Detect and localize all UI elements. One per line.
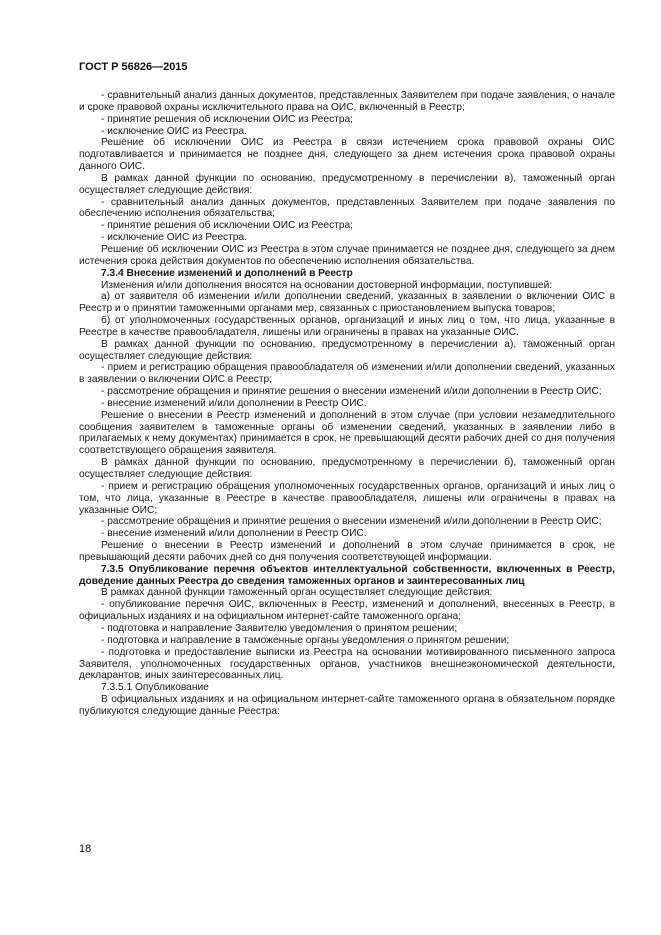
- paragraph: В рамках данной функции таможенный орган осуществляет следующие действия:: [101, 587, 493, 599]
- section-heading: 7.3.4 Внесение изменений и дополнений в Реестр: [101, 267, 353, 279]
- list-item: - сравнительный анализ данных документов, представленных Заявителем при подаче заявления, о начале и сроке правовой охраны исключительного права на ОИС, включенный в Реестр;: [79, 90, 615, 113]
- section-heading: 7.3.5 Опубликование перечня объектов интеллектуальной собственности, включенных в Реестр, доведение данных Реестра до сведения таможенных органов и заинтересованных лиц: [79, 563, 615, 587]
- list-item: - исключение ОИС из Реестра.: [101, 232, 247, 244]
- list-item: - подготовка и направление Заявителю уведомления о принятом решении;: [101, 622, 458, 634]
- list-item: - рассмотрение обращения и принятие решения о внесении изменений и/или дополнении в Реестр ОИС;: [101, 516, 602, 528]
- list-item: - подготовка и предоставление выписки из Реестра на основании мотивированного письменного запроса Заявителя, уполномоченных государственных органов, участников внешнеэкономической деятельности, декларантов, иных заинтересованных лиц.: [79, 646, 615, 682]
- list-item: - рассмотрение обращения и принятие решения о внесении изменений и/или дополнении в Реестр ОИС;: [101, 386, 602, 398]
- paragraph: Решение об исключении ОИС из Реестра в этом случае принимается не позднее дня, следующего за днем истечения срока действия документов по обеспечению исполнения обязательства.: [79, 243, 615, 267]
- paragraph: Решение об исключении ОИС из Реестра в связи истечением срока правовой охраны ОИС подготавливается и принимается не позднее дня, следующего за днем истечения срока правовой охраны данного ОИС.: [79, 137, 615, 173]
- paragraph: 7.3.5.1 Опубликование: [101, 682, 209, 694]
- list-item: - подготовка и направление в таможенные органы уведомления о принятом решении;: [101, 634, 510, 646]
- list-item: - внесение изменений и/или дополнении в Реестр ОИС.: [101, 528, 367, 540]
- page-number: 18: [79, 843, 92, 855]
- paragraph: В рамках данной функции по основанию, предусмотренному в перечислении а), таможенный орган осуществляет следующие действия:: [79, 338, 615, 362]
- list-item: - принятие решения об исключении ОИС из Реестра;: [101, 113, 354, 125]
- document-body: [79, 90, 615, 718]
- list-item: - внесение изменений и/или дополнении в Реестр ОИС.: [101, 397, 367, 409]
- paragraph: В рамках данной функции по основанию, предусмотренному в перечислении б), таможенный орган осуществляет следующие действия:: [79, 457, 615, 480]
- list-item: - опубликование перечня ОИС, включенных в Реестр, изменений и дополнений, внесенных в Реестр, в официальных изданиях и на официальном интернет-сайте таможенного органа;: [79, 599, 615, 623]
- list-item: - принятие решения об исключении ОИС из Реестра;: [101, 220, 354, 232]
- list-item: - исключение ОИС из Реестра.: [101, 125, 247, 137]
- paragraph: а) от заявителя об изменении и/или дополнении сведений, указанных в заявлении о включении ОИС в Реестр и о принятии таможенными органами мер, связанных с приостановлением выпуска товаров;: [79, 291, 615, 315]
- paragraph: б) от уполномоченных государственных органов, организаций и иных лиц о том, что лица, указанные в Реестре в качестве правообладателя, лишены или ограничены в правах на указанные ОИС.: [79, 315, 615, 338]
- paragraph: Решение о внесении в Реестр изменений и дополнений в этом случае принимается в срок, не превышающий десяти рабочих дней со дня получения соответствующей информации.: [79, 540, 615, 563]
- paragraph: Изменения и/или дополнения вносятся на основании достоверной информации, поступившей:: [101, 279, 553, 291]
- paragraph: Решение о внесении в Реестр изменений и дополнений в этом случае (при условии незамедлительного сообщения заявителем в таможенные органы об изменении сведений, указанных в заявлении либо в прилагаемых к нему документах) принимается в срок, не превышающий десяти рабочих дней со дня получения соответствующего обращения заявителя.: [79, 409, 615, 457]
- paragraph: В рамках данной функции по основанию, предусмотренному в перечислении в), таможенный орган осуществляет следующие действия:: [79, 172, 615, 196]
- document-header: ГОСТ Р 56826—2015: [79, 61, 188, 73]
- list-item: - прием и регистрацию обращения уполномоченных государственных органов, организаций и иных лиц о том, что лица, указанные в Реестре в качестве правообладателя, лишены или ограничены в правах на указанные ОИС;: [79, 480, 615, 516]
- list-item: - сравнительный анализ данных документов, представленных Заявителем при подаче заявления по обеспечению исполнения обязательства;: [79, 196, 615, 220]
- paragraph: В официальных изданиях и на официальном интернет-сайте таможенного органа в обязательном порядке публикуются следующие данные Реестра:: [79, 694, 615, 717]
- list-item: - прием и регистрацию обращения правообладателя об изменении и/или дополнении сведений, указанных в заявлении о включении ОИС в Реестр;: [79, 362, 615, 386]
